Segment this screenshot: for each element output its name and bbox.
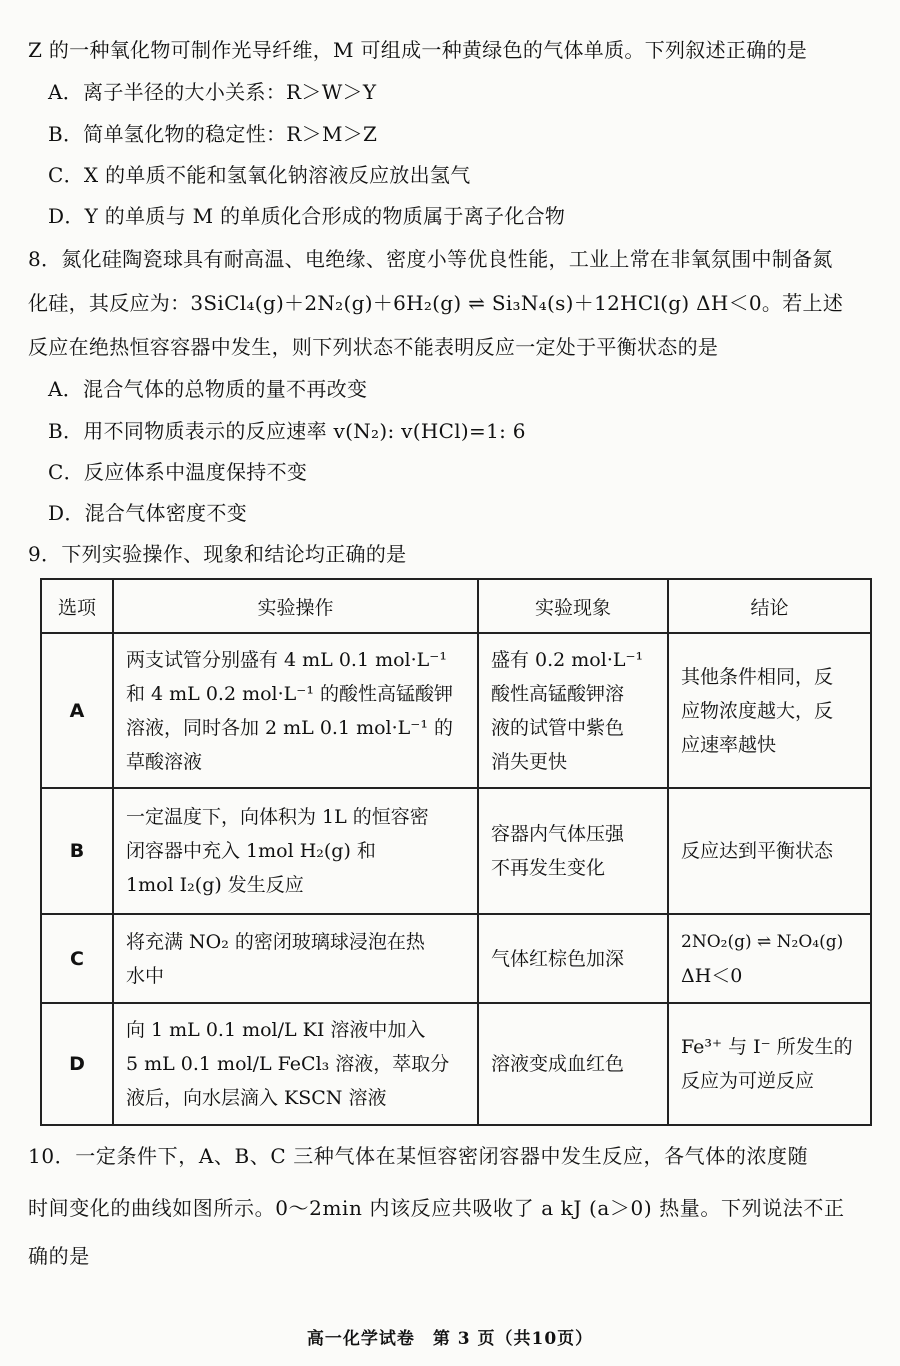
q8-option-d: D．混合气体密度不变	[48, 501, 248, 525]
text-line: 应物浓度越大，反	[681, 699, 834, 722]
text-line: 其他条件相同，反	[681, 665, 834, 688]
text-line: 草酸溶液	[126, 750, 203, 773]
text-line: 2NO₂(g) ⇌ N₂O₄(g)	[681, 931, 844, 952]
q7-option-a: A．离子半径的大小关系：R＞W＞Y	[48, 80, 377, 104]
header-conclusion: 结论	[668, 579, 871, 633]
text-line: 消失更快	[491, 750, 568, 773]
row-phenomenon	[478, 1003, 668, 1125]
q7-option-b: B．简单氢化物的稳定性：R＞M＞Z	[48, 122, 378, 146]
text-line: 容器内气体压强	[491, 823, 625, 845]
text-line: 酸性高锰酸钾溶	[491, 682, 625, 705]
row-operation	[113, 633, 478, 788]
text-line: 水中	[126, 964, 165, 987]
q8-stem-line3: 反应在绝热恒容容器中发生，则下列状态不能表明反应一定处于平衡状态的是	[28, 335, 719, 359]
text-line: Fe³⁺ 与 I⁻ 所发生的	[681, 1036, 853, 1058]
text-line: 盛有 0.2 mol·L⁻¹	[491, 648, 644, 671]
q10-stem-line1: 10．一定条件下，A、B、C 三种气体在某恒容密闭容器中发生反应，各气体的浓度随	[28, 1144, 809, 1168]
header-phenomenon: 实验现象	[478, 579, 668, 633]
text-line: 不再发生变化	[491, 857, 606, 879]
text-line: 闭容器中充入 1mol H₂(g) 和	[126, 840, 376, 862]
q9-stem: 9．下列实验操作、现象和结论均正确的是	[28, 542, 407, 566]
text-line: 1mol I₂(g) 发生反应	[126, 874, 304, 896]
q8-option-c: C．反应体系中温度保持不变	[48, 460, 308, 484]
text-line: 反应达到平衡状态	[681, 840, 834, 862]
text-line: 和 4 mL 0.2 mol·L⁻¹ 的酸性高锰酸钾	[126, 682, 453, 705]
q10-stem-line2: 时间变化的曲线如图所示。0～2min 内该反应共吸收了 a kJ (a＞0) 热量。下列说法不正	[28, 1196, 845, 1220]
row-option: A	[41, 633, 113, 788]
q7-stem-tail: Z 的一种氧化物可制作光导纤维，M 可组成一种黄绿色的气体单质。下列叙述正确的是	[28, 38, 808, 62]
text-line: 向 1 mL 0.1 mol/L KI 溶液中加入	[126, 1019, 426, 1041]
q8-stem-line1: 8．氮化硅陶瓷球具有耐高温、电绝缘、密度小等优良性能，工业上常在非氧氛围中制备氮	[28, 247, 833, 271]
q7-option-d: D．Y 的单质与 M 的单质化合形成的物质属于离子化合物	[48, 204, 566, 228]
text-line: 溶液变成血红色	[491, 1053, 625, 1075]
q7-option-c: C．X 的单质不能和氢氧化钠溶液反应放出氢气	[48, 163, 471, 187]
text-line: 应速率越快	[681, 733, 777, 756]
text-line: 将充满 NO₂ 的密闭玻璃球浸泡在热	[126, 930, 425, 953]
text-line: ΔH＜0	[681, 964, 743, 987]
table-row	[41, 788, 871, 914]
table-row	[41, 633, 871, 788]
row-conclusion	[668, 788, 871, 914]
row-option: B	[41, 788, 113, 914]
text-line: 5 mL 0.1 mol/L FeCl₃ 溶液，萃取分	[126, 1053, 450, 1075]
text-line: 反应为可逆反应	[681, 1070, 815, 1092]
text-line: 气体红棕色加深	[491, 947, 625, 970]
page-footer: 高一化学试卷 第 3 页（共10页）	[306, 1329, 594, 1349]
row-phenomenon	[478, 633, 668, 788]
row-conclusion	[668, 1003, 871, 1125]
q8-option-a: A．混合气体的总物质的量不再改变	[48, 377, 368, 401]
header-option: 选项	[41, 579, 113, 633]
text-line: 一定温度下，向体积为 1L 的恒容密	[126, 806, 429, 828]
row-phenomenon	[478, 914, 668, 1003]
experiment-table	[40, 578, 872, 1126]
table-row	[41, 1003, 871, 1125]
row-conclusion	[668, 633, 871, 788]
table-header-row	[41, 579, 871, 633]
row-operation	[113, 914, 478, 1003]
text-line: 溶液，同时各加 2 mL 0.1 mol·L⁻¹ 的	[126, 716, 453, 739]
text-line: 液的试管中紫色	[491, 716, 625, 739]
text-line: 两支试管分别盛有 4 mL 0.1 mol·L⁻¹	[126, 648, 447, 671]
table-row	[41, 914, 871, 1003]
q10-stem-line3: 确的是	[28, 1244, 90, 1268]
row-option: C	[41, 914, 113, 1003]
row-conclusion	[668, 914, 871, 1003]
row-operation	[113, 1003, 478, 1125]
row-operation	[113, 788, 478, 914]
row-option: D	[41, 1003, 113, 1125]
header-operation: 实验操作	[113, 579, 478, 633]
text-line: 液后，向水层滴入 KSCN 溶液	[126, 1087, 387, 1109]
q8-option-b: B．用不同物质表示的反应速率 v(N₂): v(HCl)=1: 6	[48, 419, 526, 443]
row-phenomenon	[478, 788, 668, 914]
q8-stem-line2: 化硅，其反应为：3SiCl₄(g)＋2N₂(g)＋6H₂(g) ⇌ Si₃N₄(s)＋12HCl(g) ΔH＜0。若上述	[28, 291, 844, 315]
